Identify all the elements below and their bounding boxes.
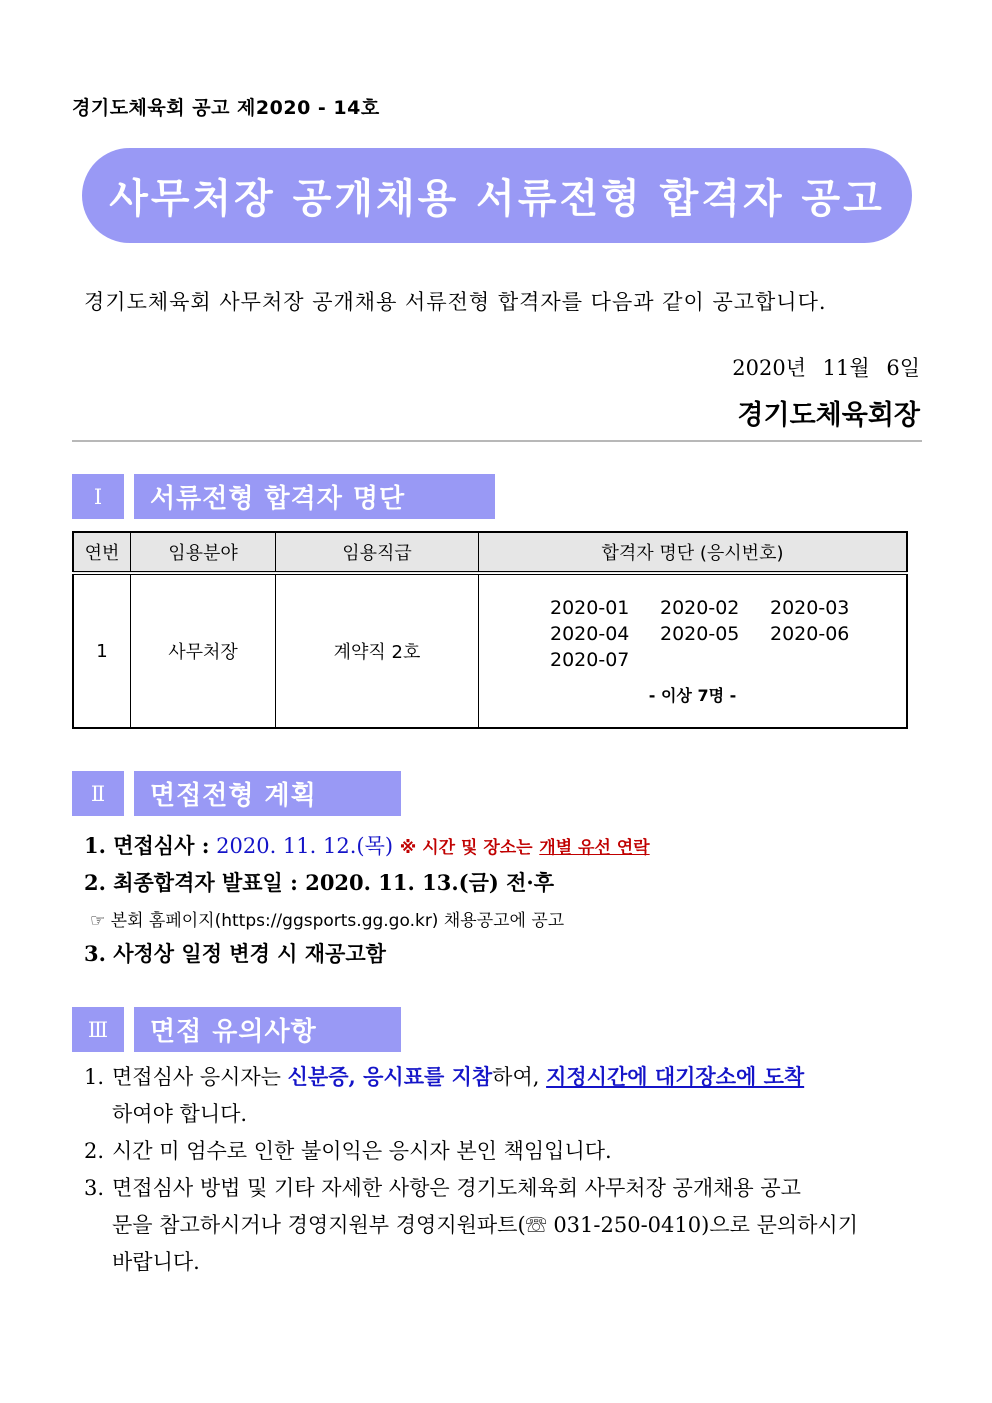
- applicant-code: 2020-01: [550, 596, 630, 619]
- section-2-number: Ⅱ: [72, 771, 124, 816]
- plan-item-1-date: 2020. 11. 12.(목): [216, 834, 394, 858]
- note-1-text-e: 하여야 합니다.: [112, 1102, 248, 1126]
- divider: [72, 440, 922, 442]
- applicant-code: 2020-06: [770, 622, 850, 645]
- note-2: [84, 1133, 922, 1170]
- note-3: [84, 1170, 922, 1281]
- applicant-code: 2020-07: [550, 648, 630, 671]
- note-1-highlight-1: 신분증, 응시표를 지참: [287, 1064, 493, 1089]
- section-3-number: Ⅲ: [72, 1007, 124, 1052]
- note-2-number: 2.: [84, 1139, 105, 1163]
- page-title: 사무처장 공개채용 서류전형 합격자 공고: [109, 176, 885, 222]
- note-1-text-a: 면접심사 응시자는: [112, 1065, 288, 1089]
- intro-text: 경기도체육회 사무처장 공개채용 서류전형 합격자를 다음과 같이 공고합니다.: [84, 290, 827, 314]
- applicant-total: - 이상 7명 -: [648, 685, 737, 705]
- note-1: [84, 1058, 922, 1133]
- cell-list: [479, 573, 908, 728]
- title-banner: [82, 148, 912, 243]
- plan-item-1-note: ※ 시간 및 장소는: [399, 838, 533, 858]
- header-list: 합격자 명단 (응시번호): [479, 532, 908, 573]
- note-3-text-b: 문을 참고하시거나 경영지원부 경영지원파트(☏ 031-250-0410)으로 문의하시기: [112, 1213, 858, 1237]
- table-row: [73, 573, 907, 728]
- header-grade: 임용직급: [276, 532, 479, 573]
- cell-no: 1: [73, 573, 131, 728]
- plan-item-1-label: 1. 면접심사 :: [84, 833, 210, 858]
- note-3-number: 3.: [84, 1176, 105, 1200]
- notice-number: 경기도체육회 공고 제2020 - 14호: [72, 97, 380, 119]
- applicant-code: 2020-04: [550, 622, 630, 645]
- note-1-highlight-2: 지정시간에 대기장소에 도착: [546, 1064, 805, 1089]
- plan-item-3: 3. 사정상 일정 변경 시 재공고함: [84, 941, 386, 966]
- plan-item-2: 2. 최종합격자 발표일 : 2020. 11. 13.(금) 전·후: [84, 870, 555, 895]
- section-1-title: 서류전형 합격자 명단: [134, 474, 495, 519]
- section-3-title: 면접 유의사항: [134, 1007, 401, 1052]
- note-1-number: 1.: [84, 1065, 105, 1089]
- applicant-codes: [550, 597, 905, 671]
- note-1-text-c: 하여,: [492, 1065, 547, 1089]
- plan-item-2-sub: ☞ 본회 홈페이지(https://ggsports.gg.go.kr) 채용공고에 공고: [90, 911, 565, 931]
- note-3-text-a: 면접심사 방법 및 기타 자세한 사항은 경기도체육회 사무처장 공개채용 공고: [112, 1176, 801, 1200]
- cell-grade: 계약직 2호: [276, 573, 479, 728]
- notice-date: 2020년 11월 6일: [732, 356, 920, 380]
- section-2-title: 면접전형 계획: [134, 771, 401, 816]
- note-3-text-c: 바랍니다.: [112, 1250, 200, 1274]
- section-1-number: Ⅰ: [72, 474, 124, 519]
- applicant-code: 2020-02: [660, 596, 740, 619]
- header-no: 연번: [73, 532, 131, 573]
- signer: 경기도체육회장: [737, 400, 920, 431]
- cell-field: 사무처장: [131, 573, 276, 728]
- applicant-code: 2020-05: [660, 622, 740, 645]
- note-2-text: 시간 미 엄수로 인한 불이익은 응시자 본인 책임입니다.: [112, 1139, 612, 1163]
- plan-item-1-note-underlined: 개별 유선 연락: [539, 838, 650, 858]
- plan-item-1: [84, 830, 650, 860]
- roster-table: [72, 531, 908, 729]
- table-header-row: [73, 532, 907, 573]
- header-field: 임용분야: [131, 532, 276, 573]
- applicant-code: 2020-03: [770, 596, 850, 619]
